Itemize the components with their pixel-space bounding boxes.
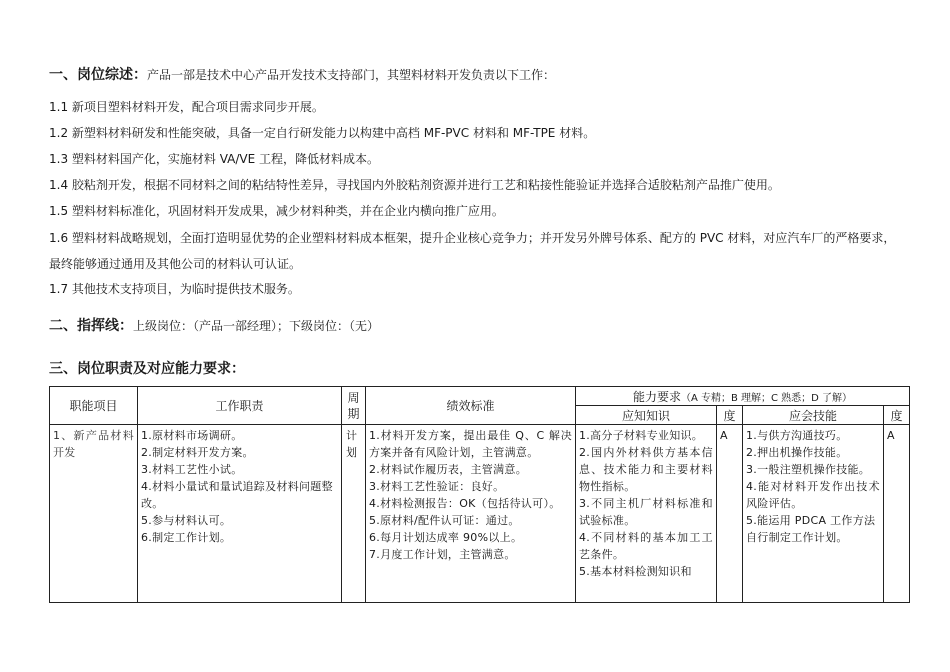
header-knowledge: 应知知识 xyxy=(576,406,717,425)
duty-item: 4.材料小量试和量试追踪及材料问题整改。 xyxy=(141,480,333,510)
row-skills xyxy=(743,425,884,603)
header-degree-2: 度 xyxy=(884,406,910,425)
skill-item: 5.能运用 PDCA 工作方法 xyxy=(746,514,876,527)
knowledge-item: 2.国内外材料供方基本信息、技术能力和主要材料物性指标。 xyxy=(579,446,713,493)
header-ability xyxy=(576,387,910,406)
section1-item-7: 1.7 其他技术支持项目，为临时提供技术服务。 xyxy=(49,282,300,296)
section1-desc: 产品一部是技术中心产品开发技术支持部门，其塑料材料开发负责以下工作： xyxy=(147,68,556,82)
standard-item: 5.原材料/配件认可证：通过。 xyxy=(369,514,520,527)
knowledge-item: 1.高分子材料专业知识。 xyxy=(579,429,704,442)
section1-item-4: 1.4 胶粘剂开发，根据不同材料之间的粘结特性差异，寻找国内外胶粘剂资源并进行工艺和粘接性能验证并选择合适胶粘剂产品推广使用。 xyxy=(49,178,780,192)
row-degree-2: A xyxy=(884,425,910,603)
row-knowledge xyxy=(576,425,717,603)
header-degree-1: 度 xyxy=(717,406,743,425)
knowledge-item: 5.基本材料检测知识和 xyxy=(579,565,692,578)
row-cycle: 计划 xyxy=(342,425,366,603)
section2-line xyxy=(49,317,379,336)
header-ability-title: 能力要求 xyxy=(632,389,681,404)
duty-item: 2.制定材料开发方案。 xyxy=(141,446,254,459)
row-standards xyxy=(366,425,576,603)
duty-table xyxy=(49,386,910,603)
skill-item: 自行制定工作计划。 xyxy=(746,531,848,544)
skill-item: 4.能对材料开发作出技术风险评估。 xyxy=(746,480,880,510)
header-standard: 绩效标准 xyxy=(366,387,576,425)
standard-item: 7.月度工作计划，主管满意。 xyxy=(369,548,516,561)
section1-item-2: 1.2 新塑料材料研发和性能突破，具备一定自行研发能力以构建中高档 MF-PVC 材料和 MF-TPE 材料。 xyxy=(49,126,596,140)
header-function: 职能项目 xyxy=(50,387,138,425)
skill-item: 1.与供方沟通技巧。 xyxy=(746,429,848,442)
knowledge-item: 3.不同主机厂材料标准和试验标准。 xyxy=(579,497,713,527)
standard-item: 4.材料检测报告：OK（包括待认可）。 xyxy=(369,497,561,510)
section2-desc: 上级岗位：（产品一部经理）；下级岗位：（无） xyxy=(133,319,380,333)
section1-item-5: 1.5 塑料材料标准化，巩固材料开发成果，减少材料种类，并在企业内横向推广应用。 xyxy=(49,204,504,218)
section1-heading: 一、岗位综述： xyxy=(49,67,147,83)
table-row xyxy=(50,425,910,603)
duty-item: 6.制定工作计划。 xyxy=(141,531,232,544)
section2-heading: 二、指挥线： xyxy=(49,318,133,334)
section1-heading-line xyxy=(49,66,555,85)
section1-item-6: 1.6 塑料材料战略规划，全面打造明显优势的企业塑料材料成本框架，提升企业核心竞争力；并开发另外牌号体系、配方的 PVC 材料，对应汽车厂的严格要求，最终能够通过通用及其他公司的材料认可认证。 xyxy=(49,231,896,271)
section1-item-3: 1.3 塑料材料国产化，实施材料 VA/VE 工程，降低材料成本。 xyxy=(49,152,380,166)
skill-item: 3.一般注塑机操作技能。 xyxy=(746,463,871,476)
standard-item: 3.材料工艺性验证：良好。 xyxy=(369,480,505,493)
row-function: 1、新产品材料开发 xyxy=(50,425,138,603)
duty-item: 3.材料工艺性小试。 xyxy=(141,463,243,476)
skill-item: 2.押出机操作技能。 xyxy=(746,446,848,459)
standard-item: 1.材料开发方案，提出最佳 Q、C 解决方案并备有风险计划，主管满意。 xyxy=(369,429,572,459)
header-duty: 工作职责 xyxy=(138,387,342,425)
section3-heading: 三、岗位职责及对应能力要求： xyxy=(49,361,245,377)
duty-item: 5.参与材料认可。 xyxy=(141,514,232,527)
section1-item-1: 1.1 新项目塑料材料开发，配合项目需求同步开展。 xyxy=(49,100,324,114)
standard-item: 6.每月计划达成率 90%以上。 xyxy=(369,531,523,544)
row-degree-1: A xyxy=(717,425,743,603)
row-duties xyxy=(138,425,342,603)
header-cycle: 周期 xyxy=(342,387,366,425)
knowledge-item: 4.不同材料的基本加工工艺条件。 xyxy=(579,531,713,561)
duty-item: 1.原材料市场调研。 xyxy=(141,429,243,442)
section3-line xyxy=(49,360,245,379)
header-ability-note: （A 专精；B 理解；C 熟悉；D 了解） xyxy=(680,392,853,404)
standard-item: 2.材料试作履历表，主管满意。 xyxy=(369,463,527,476)
header-skill: 应会技能 xyxy=(743,406,884,425)
